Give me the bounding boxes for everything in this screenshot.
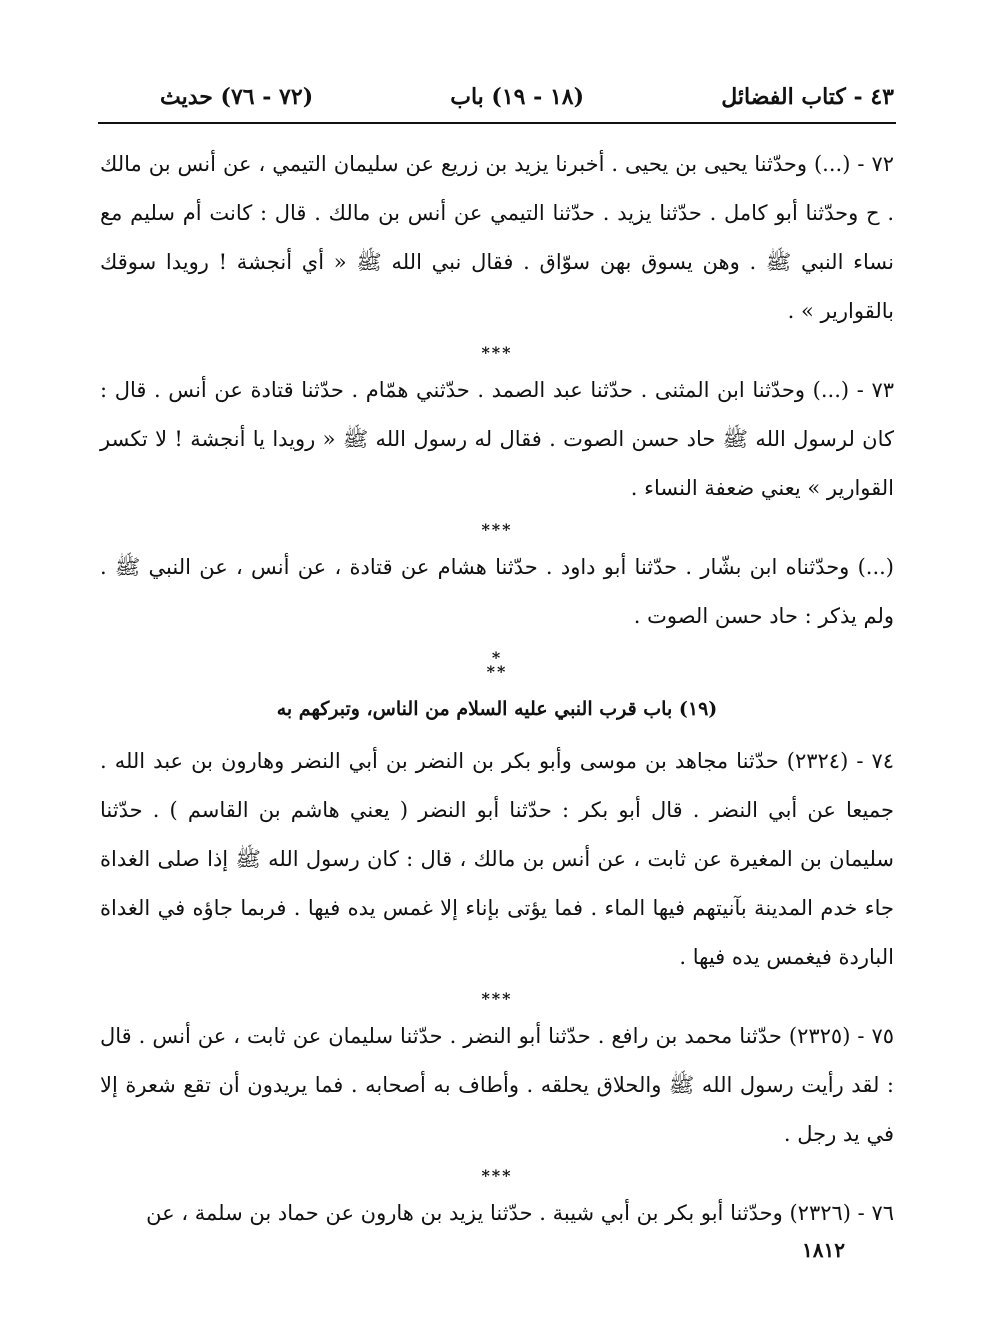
hadith-73-variant: (...) وحدّثناه ابن بشّار . حدّثنا أبو داود . حدّثنا هشام عن قتادة ، عن أنس ، عن النبي ﷺ . ولم يذكر : حاد حسن الصوت . bbox=[100, 555, 894, 628]
header-rule bbox=[98, 122, 896, 124]
section-title: (١٩) باب قرب النبي عليه السلام من الناس، وتبركهم به bbox=[276, 698, 718, 720]
book-title: ٤٣ - كتاب الفضائل bbox=[721, 84, 894, 110]
hadith-75: ٧٥ - (٢٣٢٥) حدّثنا محمد بن رافع . حدّثنا أبو النضر . حدّثنا سليمان عن ثابت ، عن أنس . قال : لقد رأيت رسول الله ﷺ والحلاق يحلقه . وأطاف به أصحابه . فما يريدون أن تقع شعرة إلا في يد رجل . bbox=[100, 1024, 895, 1146]
hadith-72: ٧٢ - (...) وحدّثنا يحيى بن يحيى . أخبرنا يزيد بن زريع عن سليمان التيمي ، عن أنس بن مالك . ح وحدّثنا أبو كامل . حدّثنا يزيد . حدّثنا التيمي عن أنس بن مالك . قال : كانت أم سليم مع نساء النبي ﷺ . وهن يسوق بهن سوّاق . فقال نبي الله ﷺ « أي أنجشة ! رويدا سوقك بالقوارير » . bbox=[100, 152, 894, 323]
separator-stars: *** bbox=[481, 520, 513, 539]
hadith-73: ٧٣ - (...) وحدّثنا ابن المثنى . حدّثنا عبد الصمد . حدّثني همّام . حدّثنا قتادة عن أنس . قال : كان لرسول الله ﷺ حاد حسن الصوت . فقال له رسول الله ﷺ « رويدا يا أنجشة ! لا تكسر القوارير » يعني ضعفة النساء . bbox=[100, 378, 894, 500]
page-header bbox=[100, 78, 894, 120]
page-body bbox=[100, 140, 894, 1238]
hadith-76: ٧٦ - (٢٣٢٦) وحدّثنا أبو بكر بن أبي شيبة . حدّثنا يزيد بن هارون عن حماد بن سلمة ، عن bbox=[146, 1201, 894, 1225]
hadith-74: ٧٤ - (٢٣٢٤) حدّثنا مجاهد بن موسى وأبو بكر بن النضر بن أبي النضر وهارون بن عبد الله . جميعا عن أبي النضر . قال أبو بكر : حدّثنا أبو النضر ( يعني هاشم بن القاسم ) . حدّثنا سليمان بن المغيرة عن ثابت ، عن أنس بن مالك ، قال : كان رسول الله ﷺ إذا صلى الغداة جاء خدم المدينة بآنيتهم فيها الماء . فما يؤتى بإناء إلا غمس يده فيها . فربما جاؤه في الغداة الباردة فيغمس يده فيها . bbox=[100, 749, 894, 969]
hadith-range: (٧٢ - ٧٦) حديث bbox=[160, 84, 314, 110]
page-number: ١٨١٢ bbox=[802, 1238, 845, 1262]
separator-triangle: * ** bbox=[486, 648, 508, 681]
separator-stars: *** bbox=[481, 989, 513, 1008]
separator-stars: *** bbox=[481, 1166, 513, 1185]
separator-stars: *** bbox=[481, 343, 513, 362]
chapter-label: (١٨ - ١٩) باب bbox=[450, 84, 584, 110]
